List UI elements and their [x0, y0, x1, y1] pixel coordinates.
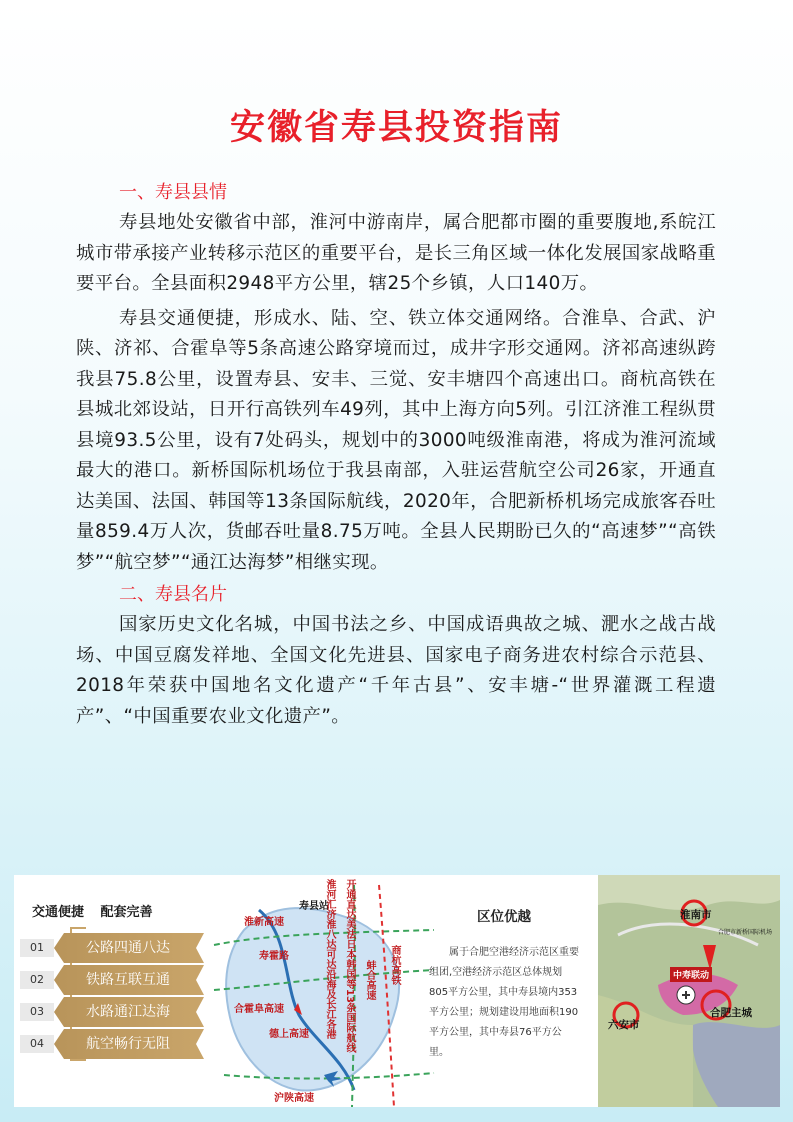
- feature-label: 水路通江达海: [86, 1004, 170, 1020]
- page-title: 安徽省寿县投资指南: [229, 107, 563, 148]
- map-label-vertical-c: 蚌合高速: [364, 960, 375, 1000]
- paragraph-county-overview: 寿县地处安徽省中部，淮河中游南岸，属合肥都市圈的重要腹地,系皖江城市带承接产业转移示范区的重要平台，是长三角区域一体化发展国家战略重要平台。全县面积2948平方公里，辖25个乡镇，人口140万。: [76, 212, 716, 294]
- map-label-hushan: 沪陕高速: [274, 1093, 314, 1104]
- map-label-shouhuo: 寿霍路: [259, 951, 289, 962]
- map-label-shanghang: 商杭高铁: [389, 945, 400, 985]
- section-heading-county-card: 二、寿县名片: [119, 584, 227, 605]
- map-label-deshang: 德上高速: [269, 1029, 309, 1040]
- map-label-hefei: 合肥主城: [710, 1007, 752, 1019]
- panel-title-facilities: 配套完善: [100, 905, 153, 920]
- feature-label: 公路四通八达: [86, 940, 170, 956]
- feature-number: 04: [20, 1035, 54, 1053]
- feature-label: 航空畅行无阻: [86, 1036, 170, 1052]
- map-label-airport-zone: 中寿联动: [670, 967, 712, 982]
- paragraph-county-titles: 国家历史文化名城，中国书法之乡、中国成语典故之城、淝水之战古战场、中国豆腐发祥地、全国文化先进县、国家电子商务进农村综合示范县、2018年荣获中国地名文化遗产“千年古县”、安丰塘-“世界灌溉工程遗产”、“中国重要农业文化遗产”。: [76, 614, 716, 727]
- map-label-vertical-a: 淮河汇济淮八达可达沿海及长江各港: [324, 879, 335, 1039]
- map-label-shouxian-station: 寿县站: [299, 901, 329, 912]
- regional-map: [598, 875, 780, 1107]
- transport-map: [204, 875, 444, 1107]
- section-heading-county-info: 一、寿县县情: [119, 182, 227, 203]
- main-content: [76, 178, 716, 732]
- feature-label: 铁路互联互通: [86, 972, 170, 988]
- feature-number: 01: [20, 939, 54, 957]
- map-label-huaixin: 淮新高速: [244, 917, 284, 928]
- paragraph-transport: 寿县交通便捷，形成水、陆、空、铁立体交通网络。合淮阜、合武、沪陕、济祁、合霍阜等5条高速公路穿境而过，成井字形交通网。济祁高速纵跨我县75.8公里，设置寿县、安丰、三觉、安丰塘四个高速出口。商杭高铁在县城北郊设站，日开行高铁列车49列，其中上海方向5列。引江济淮工程纵贯县境93.5公里，设有7处码头，规划中的3000吨级淮南港，将成为淮河流域最大的港口。新桥国际机场位于我县南部，入驻运营航空公司26家，开通直达美国、法国、韩国等13条国际航线，2020年，合肥新桥机场完成旅客吞吐量859.4万人次，货邮吞吐量8.75万吨。全县人民期盼已久的“高速梦”“高铁梦”“航空梦”“通江达海梦”相继实现。: [76, 307, 716, 573]
- location-advantage: [429, 905, 579, 1063]
- infographic-panel: [14, 875, 780, 1107]
- feature-number: 02: [20, 971, 54, 989]
- panel-title-transport: 交通便捷: [32, 905, 85, 920]
- map-label-liuan: 六安市: [608, 1019, 640, 1031]
- panel-title: [32, 901, 165, 920]
- feature-number: 03: [20, 1003, 54, 1021]
- map-label-vertical-b: 开通直达美法日本韩国等13条国际航线: [344, 879, 355, 1053]
- map-label-huainan: 淮南市: [680, 909, 712, 921]
- map-label-note: 合肥市新桥国际机场: [718, 929, 773, 936]
- location-advantage-heading: 区位优越: [477, 909, 531, 925]
- map-label-hehuofu: 合霍阜高速: [234, 1004, 284, 1015]
- location-advantage-text: 属于合肥空港经济示范区重要组团,空港经济示范区总体规划805平方公里，其中寿县境内353平方公里；规划建设用地面积190平方公里，其中寿县76平方公里。: [429, 947, 579, 1058]
